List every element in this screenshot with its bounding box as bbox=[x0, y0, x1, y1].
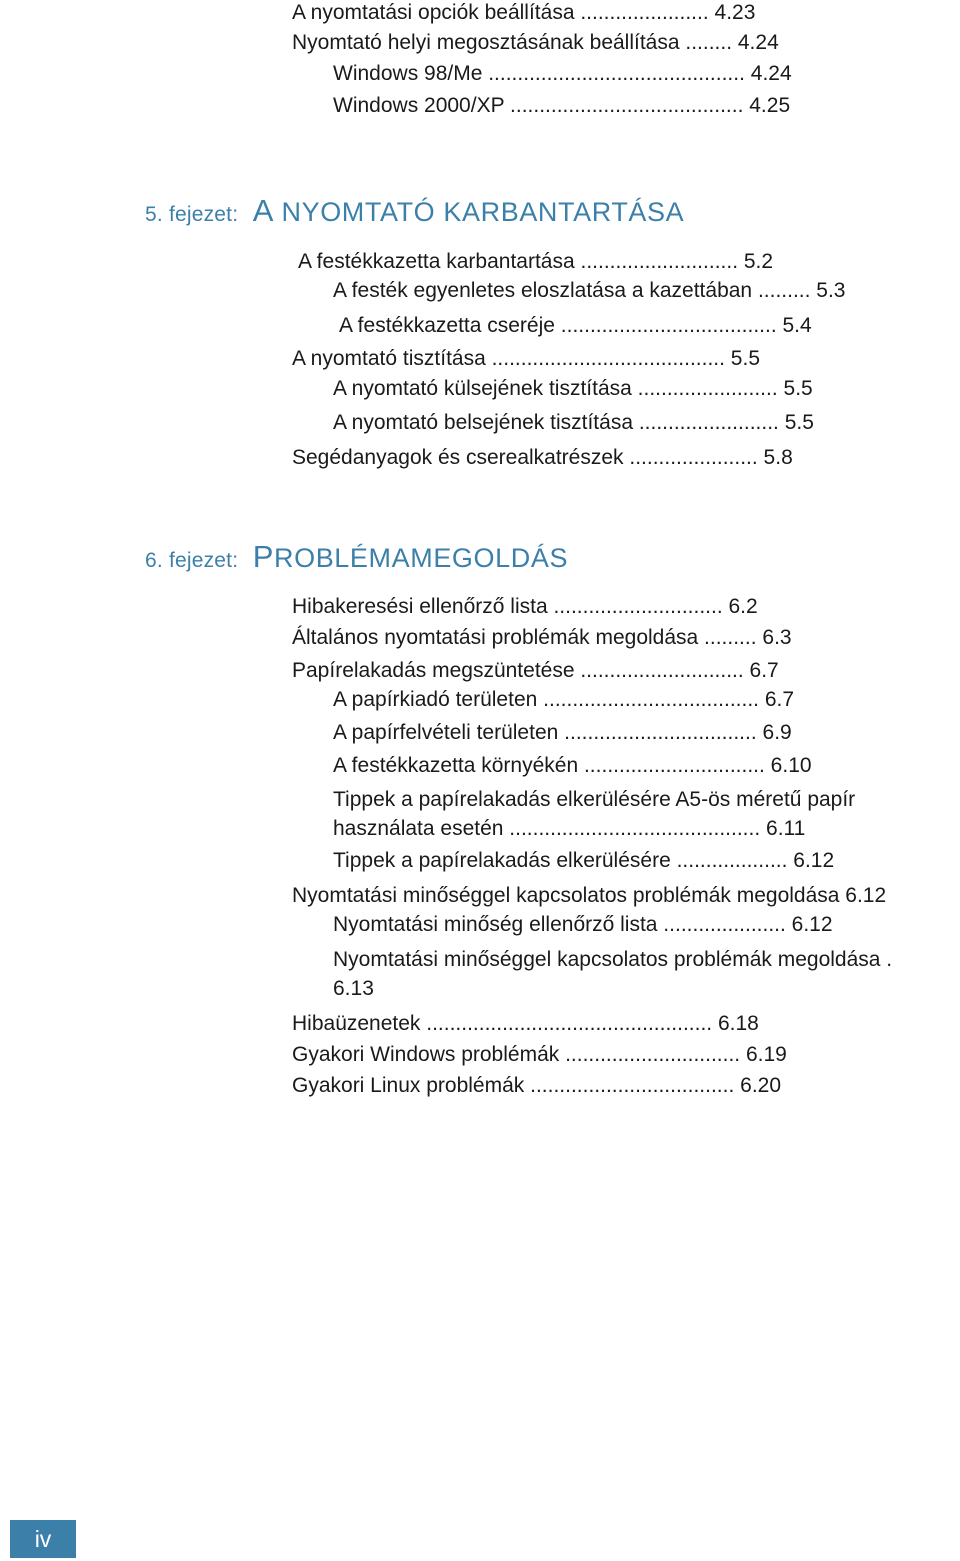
toc-entry: Nyomtatási minőséggel kapcsolatos problémák megoldása . bbox=[333, 948, 893, 971]
chapter-heading bbox=[145, 193, 684, 229]
toc-entry: A festék egyenletes eloszlatása a kazettában ......... 5.3 bbox=[333, 279, 846, 302]
chapter-title bbox=[253, 193, 685, 228]
toc-entry: Hibaüzenetek ................................................. 6.18 bbox=[292, 1012, 759, 1035]
toc-entry: A nyomtató tisztítása ........................................ 5.5 bbox=[292, 347, 760, 370]
chapter-label: 5. fejezet: bbox=[145, 203, 239, 226]
toc-entry: 6.13 bbox=[333, 977, 374, 1000]
chapter-title-initial: P bbox=[252, 539, 274, 574]
toc-entry: Windows 2000/XP ........................................ 4.25 bbox=[333, 94, 791, 117]
chapter-title-rest: ROBLÉMAMEGOLDÁS bbox=[274, 543, 569, 573]
chapter-label: 6. fejezet: bbox=[145, 549, 239, 572]
toc-entry: Nyomtató helyi megosztásának beállítása ........ 4.24 bbox=[292, 31, 779, 54]
chapter-title-initial: A bbox=[252, 193, 282, 228]
toc-entry: A festékkazetta környékén ............................... 6.10 bbox=[333, 754, 812, 777]
toc-entry: Tippek a papírelakadás elkerülésére ................... 6.12 bbox=[333, 849, 835, 872]
toc-entry: Windows 98/Me ............................................ 4.24 bbox=[333, 62, 792, 85]
toc-entry: használata esetén ........................................... 6.11 bbox=[333, 817, 806, 840]
toc-entry: Nyomtatási minőség ellenőrző lista ..................... 6.12 bbox=[333, 913, 833, 936]
chapter-heading bbox=[145, 539, 568, 575]
toc-entry: A papírkiadó területen ..................................... 6.7 bbox=[333, 688, 795, 711]
toc-entry: A nyomtató külsejének tisztítása ........................ 5.5 bbox=[333, 377, 813, 400]
chapter-title-rest: NYOMTATÓ KARBANTARTÁSA bbox=[281, 197, 685, 227]
toc-entry: A festékkazetta karbantartása ........................... 5.2 bbox=[298, 250, 774, 273]
toc-entry: Gyakori Windows problémák .............................. 6.19 bbox=[292, 1043, 787, 1066]
toc-entry: A festékkazetta cseréje ..................................... 5.4 bbox=[339, 314, 812, 337]
chapter-title bbox=[253, 539, 568, 574]
toc-entry: A nyomtató belsejének tisztítása ........................ 5.5 bbox=[333, 411, 814, 434]
toc-entry: Hibakeresési ellenőrző lista ............................. 6.2 bbox=[292, 595, 758, 618]
toc-entry: Nyomtatási minőséggel kapcsolatos problémák megoldása 6.12 bbox=[292, 884, 887, 907]
toc-entry: A nyomtatási opciók beállítása ...................... 4.23 bbox=[292, 1, 756, 24]
toc-entry: A papírfelvételi területen ................................. 6.9 bbox=[333, 721, 792, 744]
toc-entry: Általános nyomtatási problémák megoldása ......... 6.3 bbox=[292, 626, 792, 649]
toc-entry: Tippek a papírelakadás elkerülésére A5-ös méretű papír bbox=[333, 788, 856, 811]
page-number-badge: iv bbox=[10, 1520, 76, 1558]
toc-entry: Papírelakadás megszüntetése ............................ 6.7 bbox=[292, 659, 779, 682]
toc-entry: Gyakori Linux problémák ................................... 6.20 bbox=[292, 1074, 782, 1097]
toc-entry: Segédanyagok és cserealkatrészek ...................... 5.8 bbox=[292, 446, 793, 469]
